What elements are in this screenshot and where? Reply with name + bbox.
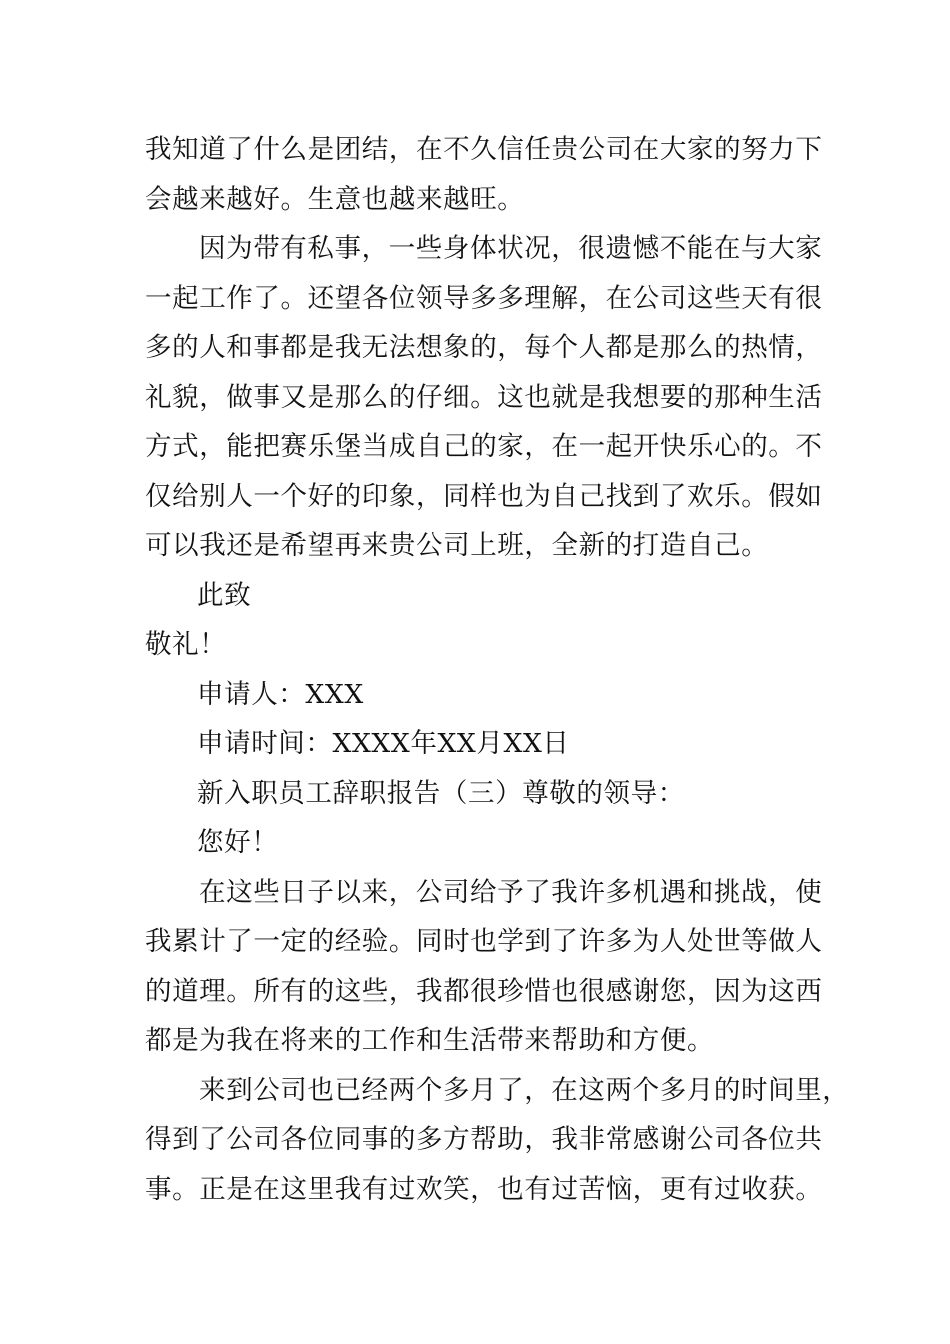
text-line: 我累计了一定的经验。同时也学到了许多为人处世等做人 <box>145 926 823 957</box>
text-line: 一起工作了。还望各位领导多多理解，在公司这些天有很 <box>145 282 823 314</box>
text-line: 多的人和事都是我无法想象的，每个人都是那么的热情， <box>145 332 823 363</box>
paragraph-start-line: 因为带有私事，一些身体状况，很遗憾不能在与大家 <box>199 233 823 264</box>
paragraph-start-line: 来到公司也已经两个多月了，在这两个多月的时间里， <box>199 1074 850 1106</box>
paragraph-start-line: 在这些日子以来，公司给予了我许多机遇和挑战，使 <box>199 876 823 908</box>
document-body <box>145 125 850 1214</box>
application-date: 申请时间：XXXX年XX月XX日 <box>197 728 570 759</box>
greeting: 您好！ <box>197 827 279 858</box>
closing-salutation: 此致 <box>197 579 252 611</box>
applicant-name: 申请人：XXX <box>197 678 364 710</box>
text-line: 仅给别人一个好的印象，同样也为自己找到了欢乐。假如 <box>145 480 823 512</box>
text-line: 得到了公司各位同事的多方帮助，我非常感谢公司各位共 <box>145 1124 823 1155</box>
text-line: 事。正是在这里我有过欢笑，也有过苦恼，更有过收获。 <box>145 1173 823 1205</box>
text-line: 礼貌，做事又是那么的仔细。这也就是我想要的那种生活 <box>145 381 823 413</box>
section-heading: 新入职员工辞职报告（三）尊敬的领导： <box>197 777 685 809</box>
text-line: 我知道了什么是团结，在不久信任贵公司在大家的努力下 <box>145 134 823 165</box>
text-line: 会越来越好。生意也越来越旺。 <box>145 183 525 215</box>
text-line: 方式，能把赛乐堡当成自己的家，在一起开快乐心的。不 <box>145 431 823 462</box>
text-line: 的道理。所有的这些，我都很珍惜也很感谢您，因为这西 <box>145 975 823 1007</box>
text-line: 可以我还是希望再来贵公司上班，全新的打造自己。 <box>145 530 769 561</box>
closing-regards: 敬礼！ <box>145 629 227 660</box>
text-line: 都是为我在将来的工作和生活带来帮助和方便。 <box>145 1025 715 1056</box>
